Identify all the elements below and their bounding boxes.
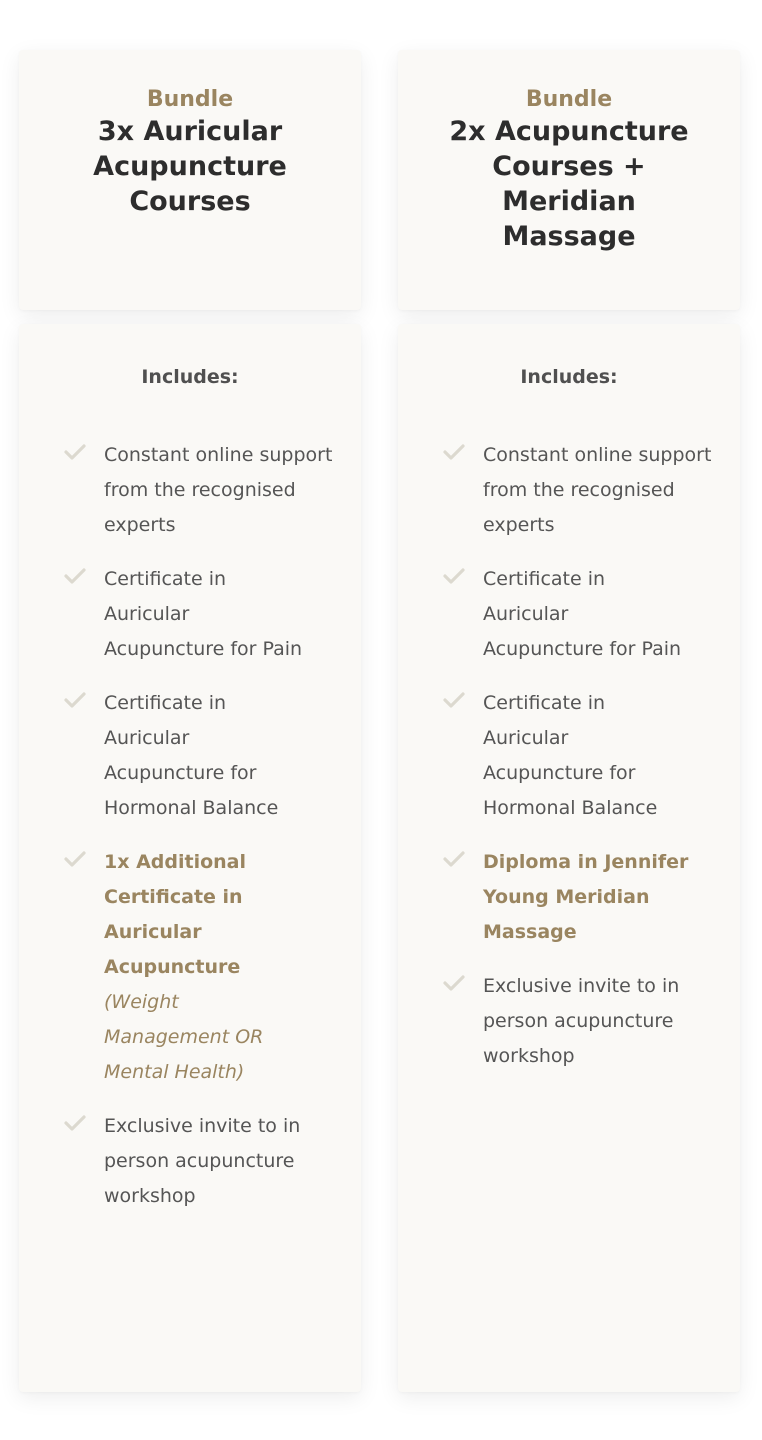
bundle-label: Bundle bbox=[146, 87, 234, 112]
feature-item bbox=[442, 686, 724, 826]
feature-item bbox=[442, 969, 724, 1074]
feature-text: Diploma in Jennifer Young Meridian Massage bbox=[483, 851, 689, 943]
check-icon bbox=[63, 442, 87, 462]
feature-item bbox=[63, 1109, 345, 1214]
feature-text: 1x Additional Certificate in Auricular Acupuncture bbox=[104, 851, 247, 978]
bundle-includes-card bbox=[19, 324, 361, 1392]
feature-list bbox=[63, 438, 345, 1233]
feature-text: Constant online support from the recognised experts bbox=[483, 444, 712, 536]
check-icon bbox=[442, 442, 466, 462]
feature-item bbox=[442, 438, 724, 543]
check-icon bbox=[63, 690, 87, 710]
check-icon bbox=[442, 849, 466, 869]
bundle-header-card bbox=[19, 50, 361, 310]
check-icon bbox=[63, 1113, 87, 1133]
check-icon bbox=[442, 973, 466, 993]
feature-item-highlight bbox=[442, 845, 724, 950]
feature-text: Certificate in Auricular Acupuncture for Hormonal Balance bbox=[483, 692, 658, 819]
check-icon bbox=[442, 566, 466, 586]
feature-text: Exclusive invite to in person acupuncture workshop bbox=[104, 1115, 301, 1207]
check-icon bbox=[63, 849, 87, 869]
bundle-title: 3x Auricular Acupuncture Courses bbox=[93, 116, 287, 217]
feature-text: Exclusive invite to in person acupuncture workshop bbox=[483, 975, 680, 1067]
feature-text: Constant online support from the recognised experts bbox=[104, 444, 333, 536]
feature-text: Certificate in Auricular Acupuncture for Pain bbox=[104, 568, 303, 660]
bundle-header-card bbox=[398, 50, 740, 310]
feature-item bbox=[63, 562, 345, 667]
feature-item bbox=[63, 686, 345, 826]
check-icon bbox=[442, 690, 466, 710]
check-icon bbox=[63, 566, 87, 586]
feature-item-highlight bbox=[63, 845, 345, 1090]
includes-heading: Includes: bbox=[141, 366, 239, 388]
bundle-includes-card bbox=[398, 324, 740, 1392]
includes-heading: Includes: bbox=[520, 366, 618, 388]
feature-text: Certificate in Auricular Acupuncture for Pain bbox=[483, 568, 682, 660]
feature-subtext: (Weight Management OR Mental Health) bbox=[104, 991, 264, 1083]
feature-list bbox=[442, 438, 724, 1093]
feature-item bbox=[442, 562, 724, 667]
feature-item bbox=[63, 438, 345, 543]
bundle-label: Bundle bbox=[525, 87, 613, 112]
feature-text: Certificate in Auricular Acupuncture for Hormonal Balance bbox=[104, 692, 279, 819]
bundle-title: 2x Acupuncture Courses + Meridian Massage bbox=[449, 116, 689, 252]
